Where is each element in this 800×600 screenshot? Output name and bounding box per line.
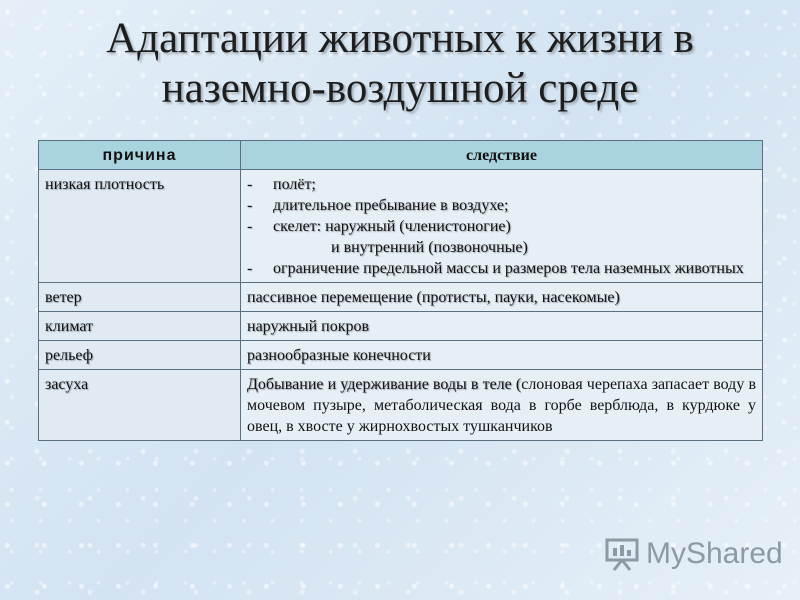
table-row (39, 312, 763, 341)
effect-item: - скелет: наружный (членистоногие) (247, 218, 511, 235)
effect-plain-text: слоновая черепаха запасает воду в мочевом пузыре, метаболическая вода в горбе верблюда, в курдюке у овец, в хвосте у жирнохвостых тушканчиков (247, 376, 756, 435)
presentation-icon (604, 536, 640, 572)
effect-item: - длительное пребывание в воздухе; (247, 197, 509, 214)
cause-cell: ветер (39, 283, 241, 312)
table-row (39, 341, 763, 370)
table-row (39, 370, 763, 441)
effect-cell: наружный покров (241, 312, 763, 341)
logo-text: MyShared (646, 537, 783, 570)
table-row (39, 170, 763, 283)
header-effect: следствие (241, 141, 763, 170)
effect-item-continuation: и внутренний (позвоночные) (331, 239, 528, 256)
effect-cell (241, 370, 763, 441)
table-row (39, 283, 763, 312)
effect-cell (241, 170, 763, 283)
cause-cell: рельеф (39, 341, 241, 370)
title-line-2: наземно-воздушной среде (161, 65, 639, 112)
page-title (0, 14, 800, 114)
effect-item: - полёт; (247, 176, 316, 193)
title-line-1: Адаптации животных к жизни в (106, 15, 694, 62)
effect-cell: пассивное перемещение (протисты, пауки, насекомые) (241, 283, 763, 312)
table-header-row (39, 141, 763, 170)
cause-cell: засуха (39, 370, 241, 441)
effect-bold-text: Добывание и удерживание воды в теле ( (247, 376, 522, 393)
watermark-logo (604, 536, 783, 572)
effect-item: - ограничение предельной массы и размеров тела наземных животных (247, 260, 744, 277)
cause-cell: низкая плотность (39, 170, 241, 283)
cause-cell: климат (39, 312, 241, 341)
adaptation-table (38, 140, 763, 441)
effect-cell: разнообразные конечности (241, 341, 763, 370)
header-cause: причина (39, 141, 241, 170)
